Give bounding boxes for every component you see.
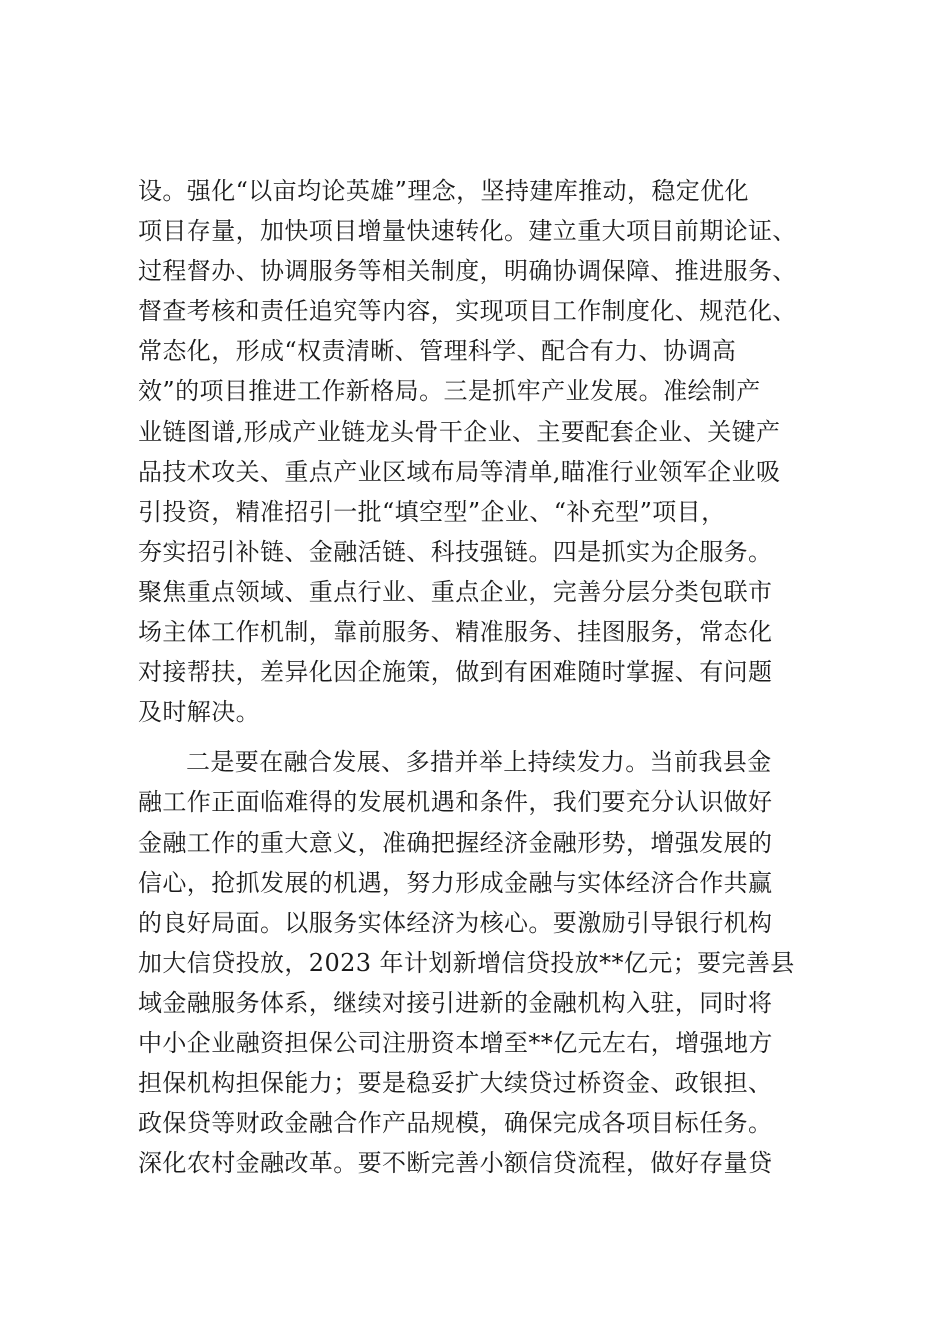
document-body: [138, 171, 828, 1183]
text-line: 业链图谱,形成产业链龙头骨干企业、主要配套企业、关键产: [138, 417, 781, 446]
paragraph-spacer: [138, 732, 828, 742]
text-line: 及时解决。: [138, 698, 260, 727]
text-line: 设。强化“以亩均论英雄”理念，坚持建库推动，稳定优化: [138, 177, 749, 205]
text-line: 效”的项目推进工作新格局。三是抓牢产业发展。准绘制产: [138, 377, 761, 406]
text-line: 二是要在融合发展、多措并举上持续发力。当前我县金: [186, 748, 772, 777]
text-line: 政保贷等财政金融合作产品规模，确保完成各项目标任务。: [138, 1109, 773, 1138]
text-line: 常态化，形成“权责清晰、管理科学、配合有力、协调高: [138, 337, 737, 366]
text-line: 的良好局面。以服务实体经济为核心。要激励引导银行机构: [138, 908, 773, 937]
text-line: 品技术攻关、重点产业区域布局等清单,瞄准行业领军企业吸: [138, 457, 781, 486]
text-line: 项目存量，加快项目增量快速转化。建立重大项目前期论证、: [138, 217, 797, 246]
paragraph: [138, 171, 828, 732]
text-line: 融工作正面临难得的发展机遇和条件，我们要充分认识做好: [138, 788, 773, 817]
text-line: 夯实招引补链、金融活链、科技强链。四是抓实为企服务。: [138, 537, 773, 566]
text-line: 中小企业融资担保公司注册资本增至**亿元左右，增强地方: [138, 1028, 773, 1057]
text-line: 对接帮扶，差异化因企施策，做到有困难随时掌握、有问题: [138, 658, 773, 687]
text-line: 场主体工作机制，靠前服务、精准服务、挂图服务，常态化: [138, 618, 773, 647]
text-line: 引投资，精准招引一批“填空型”企业、“补充型”项目，: [138, 497, 726, 526]
text-line: 督查考核和责任追究等内容，实现项目工作制度化、规范化、: [138, 297, 797, 326]
text-line: 深化农村金融改革。要不断完善小额信贷流程，做好存量贷: [138, 1149, 773, 1178]
paragraph: [138, 742, 828, 1183]
text-line: 域金融服务体系，继续对接引进新的金融机构入驻，同时将: [138, 988, 773, 1017]
text-line: 加大信贷投放，2023 年计划新增信贷投放**亿元；要完善县: [138, 948, 795, 977]
text-line: 金融工作的重大意义，准确把握经济金融形势，增强发展的: [138, 828, 773, 857]
text-line: 担保机构担保能力；要是稳妥扩大续贷过桥资金、政银担、: [138, 1069, 773, 1098]
text-line: 聚焦重点领域、重点行业、重点企业，完善分层分类包联市: [138, 577, 773, 606]
text-line: 信心，抢抓发展的机遇，努力形成金融与实体经济合作共赢: [138, 868, 773, 897]
text-line: 过程督办、协调服务等相关制度，明确协调保障、推进服务、: [138, 257, 797, 286]
